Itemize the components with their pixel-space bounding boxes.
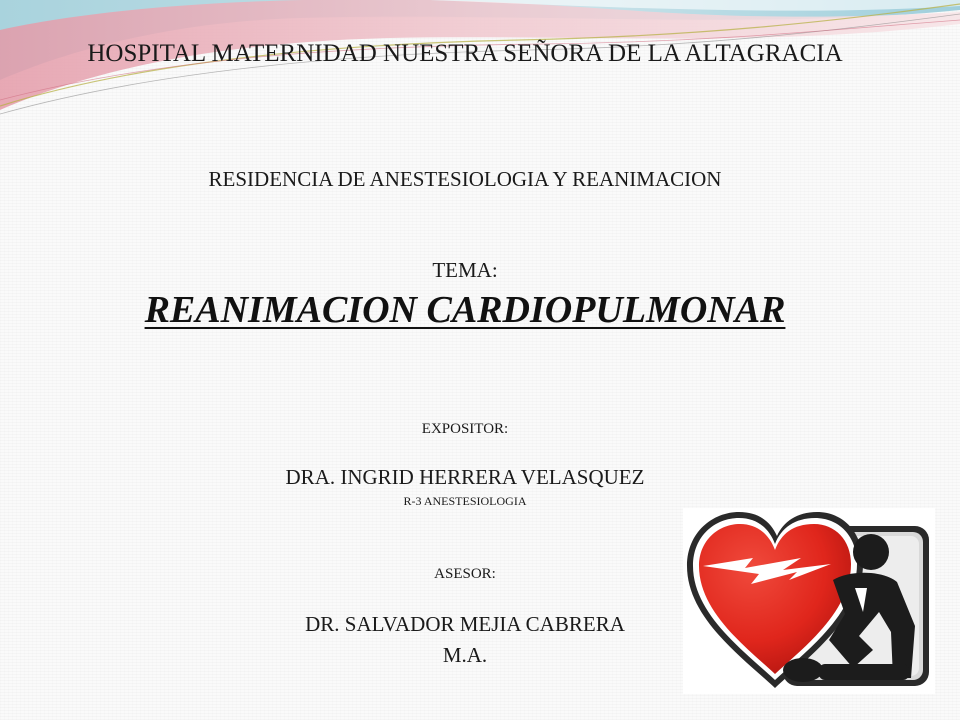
advisor-name: DR. SALVADOR MEJIA CABRERA	[305, 612, 625, 636]
presenter-name: DRA. INGRID HERRERA VELASQUEZ	[285, 465, 645, 489]
residency-subtitle: RESIDENCIA DE ANESTESIOLOGIA Y REANIMACION	[208, 167, 722, 191]
cpr-heart-logo-icon	[683, 508, 935, 694]
advisor-label: ASESOR:	[434, 566, 496, 582]
topic-label: TEMA:	[432, 258, 498, 282]
hospital-title: HOSPITAL MATERNIDAD NUESTRA SEÑORA DE LA ALTAGRACIA	[87, 40, 843, 67]
presenter-role: R-3 ANESTESIOLOGIA	[403, 494, 527, 508]
advisor-role: M.A.	[442, 643, 488, 667]
topic-title: REANIMACION CARDIOPULMONAR	[144, 289, 786, 331]
presenter-label: EXPOSITOR:	[421, 421, 509, 437]
